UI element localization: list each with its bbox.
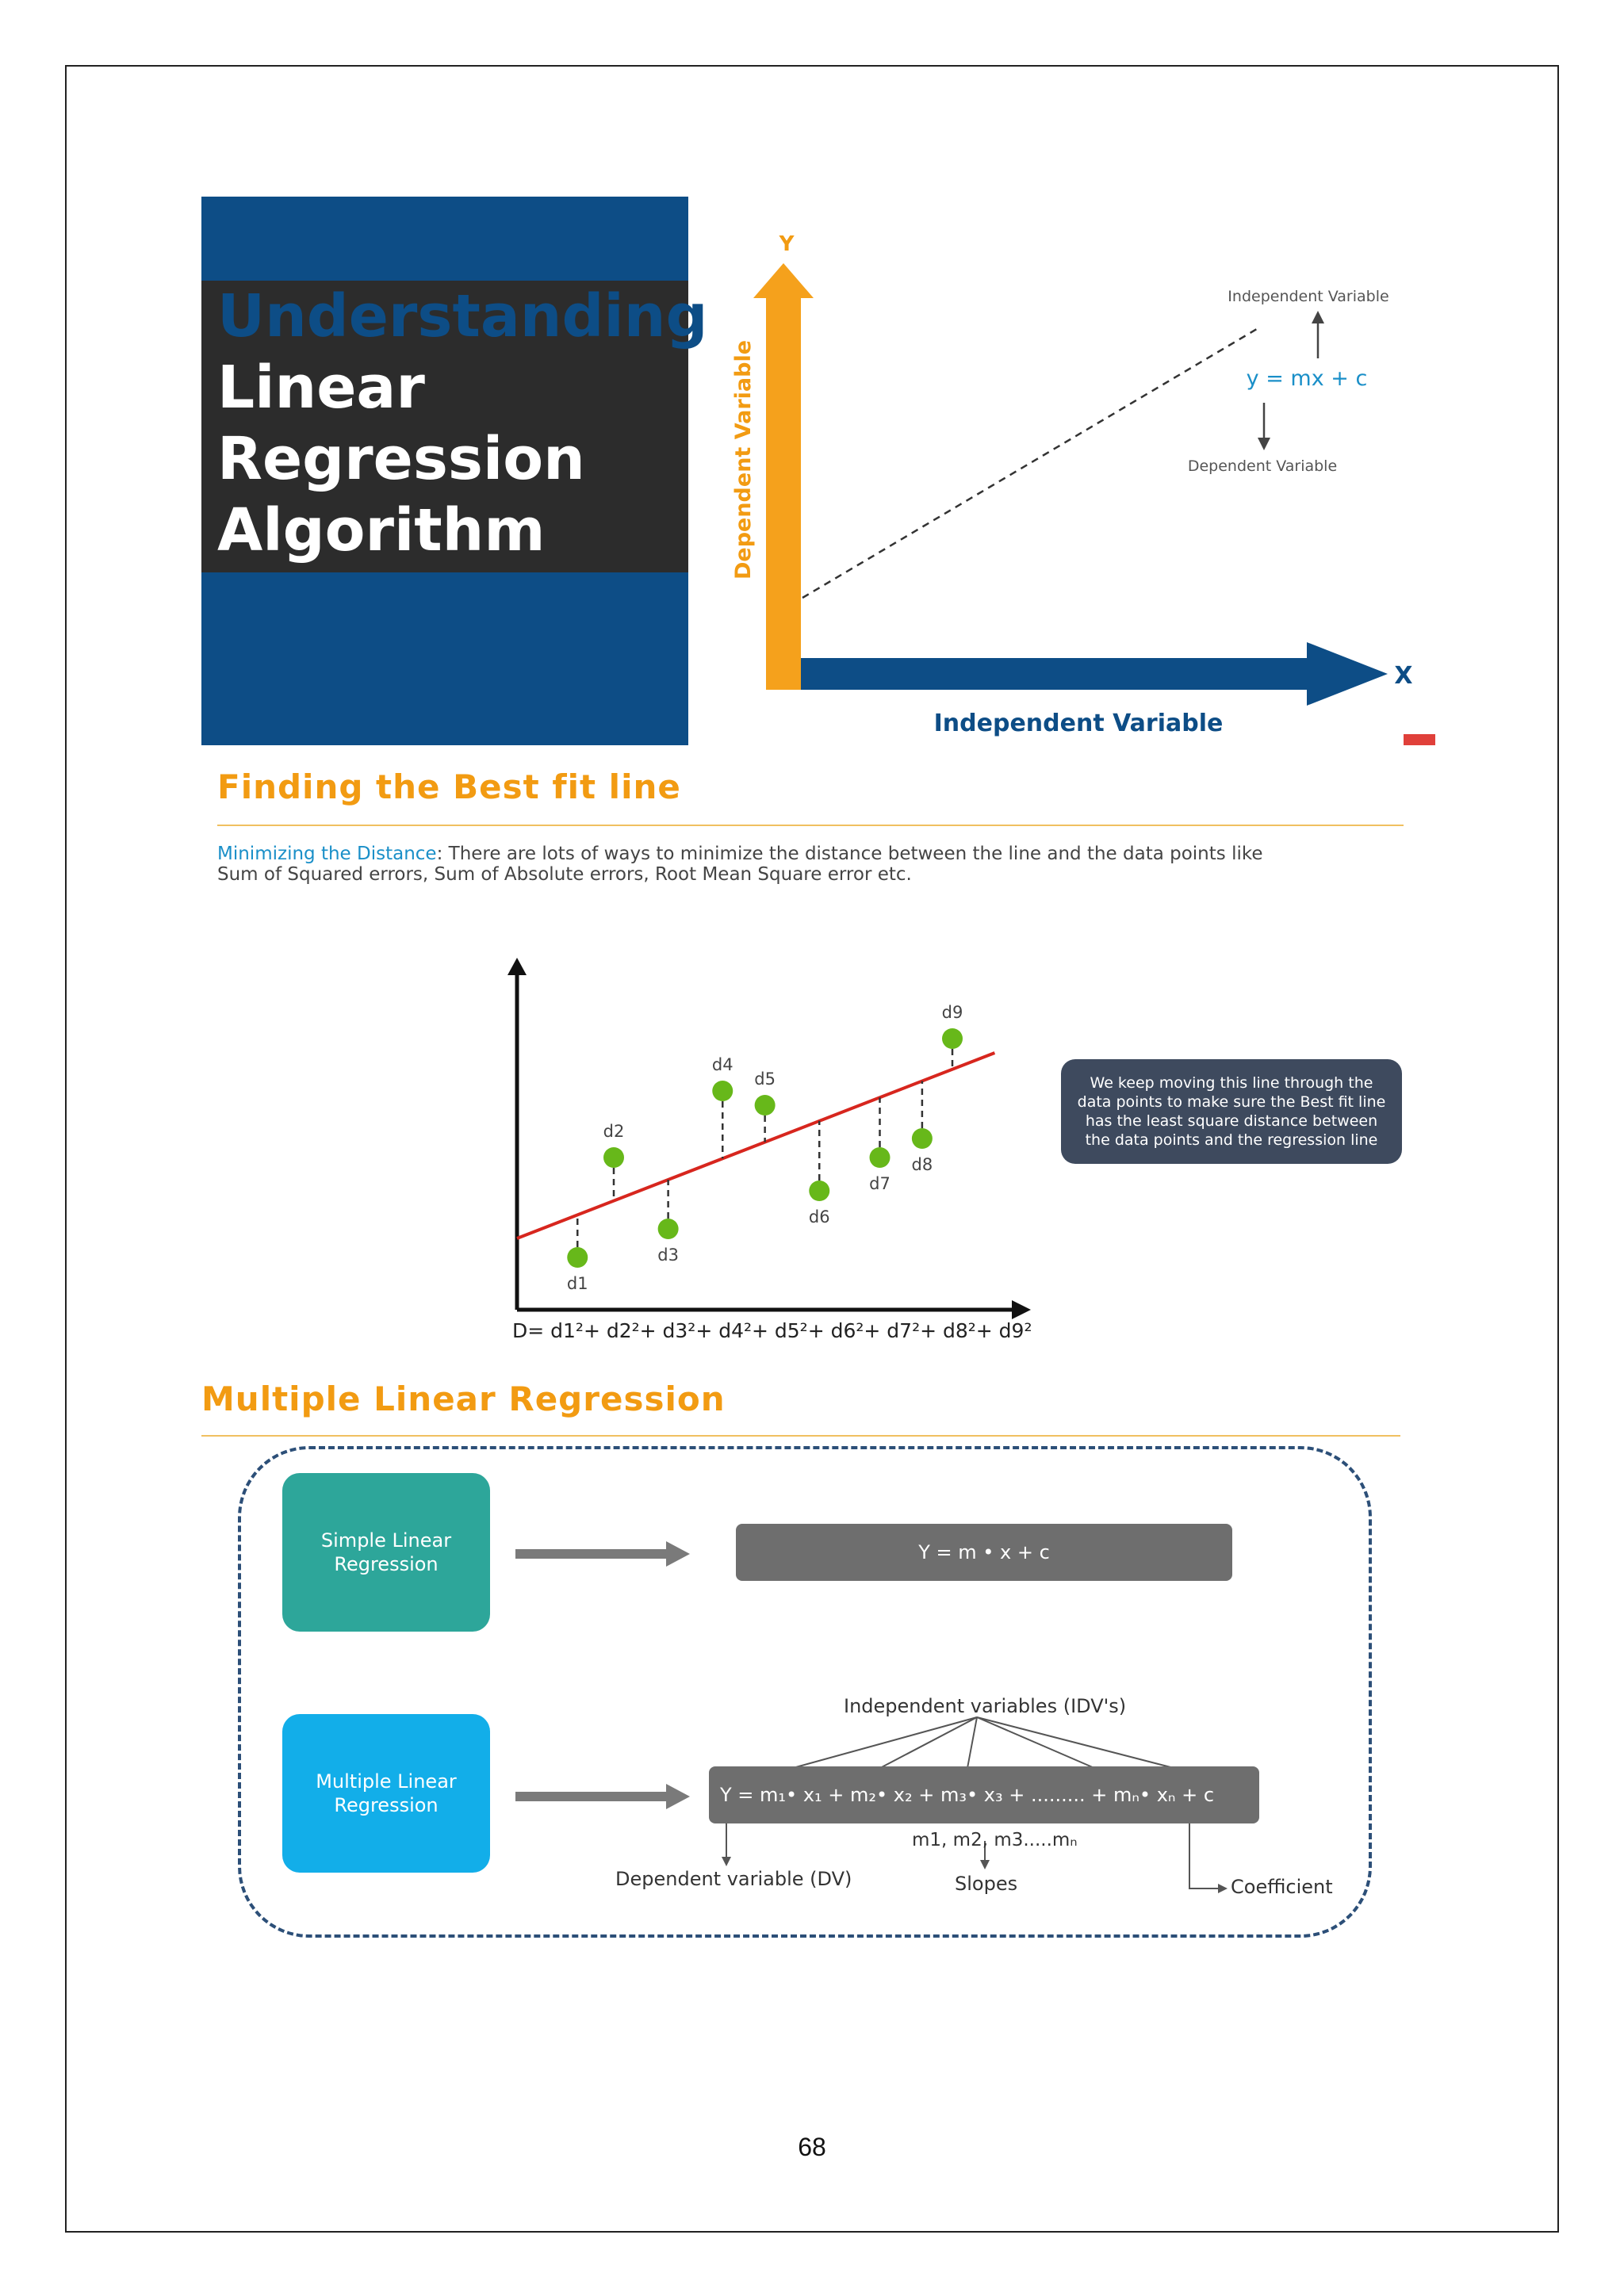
point-label-d4: d4 (711, 1055, 733, 1074)
data-point-d3 (658, 1219, 679, 1239)
data-point-d1 (567, 1247, 588, 1268)
distance-formula: D= d1²+ d2²+ d3²+ d4²+ d5²+ d6²+ d7²+ d8²+ d9² (512, 1319, 1032, 1342)
y-axis-arrowhead (753, 263, 814, 298)
dv-arrowhead (722, 1857, 731, 1866)
best-fit-scatter-chart (492, 951, 1047, 1364)
x-axis-label: Independent Variable (933, 710, 1224, 737)
scatter-x-arrowhead (1012, 1300, 1031, 1319)
scatter-points-group (567, 1028, 963, 1268)
data-point-d8 (912, 1128, 933, 1149)
idv-line-3 (967, 1717, 977, 1768)
x-axis-shaft (801, 658, 1308, 690)
corner-red-mark (1404, 734, 1435, 745)
scatter-labels-group (567, 1003, 963, 1293)
simple-arrow (508, 1530, 698, 1578)
x-axis-arrowhead (1307, 642, 1388, 706)
point-label-d8: d8 (911, 1155, 933, 1174)
eq-bottom-label: Dependent Variable (1187, 457, 1338, 475)
title-line-1: Understanding (217, 282, 708, 350)
coefficient-elbow-line (1189, 1823, 1221, 1888)
point-label-d1: d1 (566, 1274, 588, 1293)
simple-arrow-head (666, 1541, 690, 1567)
title-banner (201, 197, 708, 745)
multiple-heading: Multiple Linear Regression (201, 1380, 726, 1418)
idv-line-1 (793, 1717, 977, 1768)
best-fit-callout: We keep moving this line through the data points to make sure the Best fit line has the least square distance between the data points and the regression line (1061, 1059, 1402, 1164)
data-point-d9 (942, 1028, 963, 1049)
point-label-d7: d7 (869, 1174, 891, 1193)
title-line-3: Regression (217, 425, 585, 493)
coefficient-arrowhead (1218, 1884, 1228, 1893)
point-label-d6: d6 (808, 1207, 830, 1226)
data-point-d7 (870, 1147, 891, 1168)
simple-arrow-shaft (515, 1549, 671, 1559)
y-letter: Y (779, 232, 795, 256)
title-line-4: Algorithm (217, 496, 546, 564)
best-fit-description (217, 844, 1407, 885)
multiple-arrow (508, 1773, 698, 1820)
page-number: 68 (798, 2133, 826, 2161)
multiple-rule (201, 1435, 1400, 1437)
eq-up-arrowhead (1312, 311, 1324, 323)
point-label-d5: d5 (754, 1070, 776, 1089)
slopes-coefficients-label: m1, m2, m3.....mₙ (912, 1830, 1078, 1850)
best-fit-heading: Finding the Best fit line (217, 767, 681, 806)
point-label-d9: d9 (941, 1003, 963, 1022)
idv-line-2 (880, 1717, 977, 1768)
multiple-arrow-shaft (515, 1792, 671, 1801)
multiple-linear-regression-box: Multiple Linear Regression (282, 1714, 490, 1873)
desc-line-1: : There are lots of ways to minimize the distance between the line and the data points like (436, 844, 1263, 864)
slopes-arrowhead (980, 1860, 990, 1869)
scatter-y-arrowhead (508, 958, 527, 975)
eq-down-arrowhead (1258, 438, 1270, 450)
idv-label: Independent variables (IDV's) (844, 1695, 1127, 1717)
axis-diagram (714, 222, 1443, 761)
slopes-label: Slopes (955, 1873, 1018, 1895)
eq-top-label: Independent Variable (1228, 288, 1389, 305)
best-fit-rule (217, 825, 1404, 826)
simple-linear-regression-box: Simple Linear Regression (282, 1473, 490, 1632)
data-point-d5 (755, 1095, 776, 1115)
y-axis-shaft (766, 293, 801, 690)
x-letter: X (1394, 662, 1413, 690)
equation-label: y = mx + c (1246, 366, 1368, 391)
point-label-d2: d2 (603, 1122, 625, 1141)
data-point-d2 (603, 1147, 624, 1168)
data-point-d6 (809, 1181, 829, 1201)
dv-label: Dependent variable (DV) (615, 1868, 852, 1890)
simple-equation-box: Y = m • x + c (736, 1524, 1232, 1581)
data-point-d4 (712, 1081, 733, 1101)
point-label-d3: d3 (657, 1246, 679, 1265)
multiple-equation-box: Y = m₁• x₁ + m₂• x₂ + m₃• x₃ + ......... + mₙ• xₙ + c (709, 1766, 1259, 1823)
desc-line-2: Sum of Squared errors, Sum of Absolute errors, Root Mean Square error etc. (217, 864, 912, 885)
title-line-2: Linear (217, 354, 425, 422)
desc-highlight: Minimizing the Distance (217, 844, 437, 864)
y-axis-label: Dependent Variable (731, 339, 756, 580)
coefficient-label: Coefficient (1231, 1876, 1333, 1898)
